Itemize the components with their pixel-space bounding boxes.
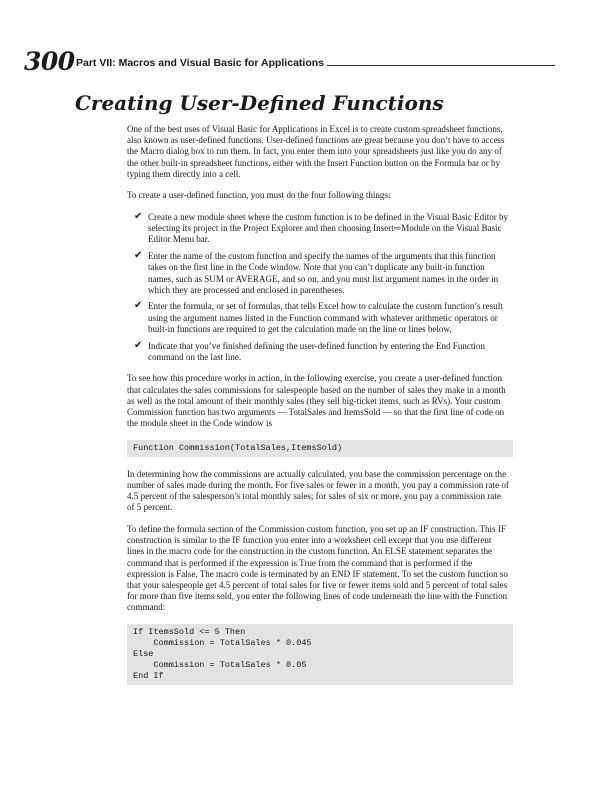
- list-item-text: Create a new module sheet where the custom function is to be defined in the Visual Basic Editor by selecting its project in the Project Explorer and then choosing Insert⇨Module on the Visual Basic Editor Menu bar.: [148, 212, 509, 245]
- check-icon: ✔: [134, 300, 143, 312]
- page-header: [24, 48, 534, 76]
- page-number: 300: [24, 47, 75, 76]
- list-item-text: Enter the formula, or set of formulas, that tells Excel how to calculate the custom function’s result using the argument names listed in the Function command with whatever arithmetic operators or built-in functions are required to get the calculation made on the line or lines below.: [148, 301, 503, 334]
- steps-list: [127, 212, 509, 363]
- lead-in-paragraph: To create a user-defined function, you must do the four following things:: [127, 190, 391, 201]
- code-block-function-line: Function Commission(TotalSales,ItemsSold): [127, 440, 513, 457]
- body-text: [127, 124, 509, 697]
- check-icon: ✔: [134, 211, 143, 222]
- list-item-text: Enter the name of the custom function and specify the names of the arguments that this function takes on the first line in the Code window. Note that you can’t duplicate any built-in function names, such as SUM or AVERAGE, and so on, and you must list argument names in the order in which they are processed and enclosed in parentheses.: [148, 251, 499, 295]
- example-intro-paragraph: To see how this procedure works in action, in the following exercise, you create a user-defined function that calculates the sales commissions for salespeople based on the number of sales they make in a month as well as the total amount of their monthly sales (they sell big-ticket items, such as RVs). Your custom Commission function has two arguments — TotalSales and ItemsSold — so that the first line of code on the module sheet in the Code window is: [127, 373, 506, 429]
- intro-paragraph: One of the best uses of Visual Basic for Applications in Excel is to create custom spreadsheet functions, also known as user-defined functions. User-defined functions are great because you don’t have to access the Macro dialog box to run them. In fact, you enter them into your spreadsheets just like you do any of the other built-in spreadsheet functions, either with the Insert Function button on the Formula bar or by typing them directly into a cell.: [127, 124, 505, 179]
- formula-section-paragraph: To define the formula section of the Commission custom function, you set up an IF construction. This IF construction is similar to the IF function you enter into a worksheet cell except that you use different lines in the macro code for the construction in the custom function. An ELSE statement separates the command that is performed if the expression is True from the command that is performed if the expression is False. The macro code is terminated by an END IF statement. To set the custom function so that your salespeople get 4.5 percent of total sales for five or fewer items sold and 5 percent of total sales for more than five items sold, you enter the following lines of code underneath the line with the Function command:: [127, 523, 508, 613]
- list-item-text: Indicate that you’ve finished defining the user-defined function by entering the End Function command on the last line.: [148, 340, 485, 362]
- check-icon: ✔: [134, 250, 143, 262]
- list-item: [127, 341, 509, 363]
- header-rule: [327, 65, 555, 66]
- list-item: [127, 251, 509, 296]
- check-icon: ✔: [134, 339, 143, 351]
- code-block-if-construction: If ItemsSold <= 5 Then Commission = TotalSales * 0.045 Else Commission = TotalSales * 0.05 End If: [127, 624, 513, 685]
- list-item: [127, 301, 509, 335]
- commission-rules-paragraph: In determining how the commissions are actually calculated, you base the commission percentage on the number of sales made during the month. For five sales or fewer in a month, you pay a commission rate of 4.5 percent of the salesperson’s total monthly sales; for sales of six or more, you pay a commission rate of 5 percent.: [127, 468, 509, 513]
- section-title: Creating User-Defined Functions: [75, 91, 444, 115]
- list-item: [127, 212, 509, 246]
- part-title: Part VII: Macros and Visual Basic for Applications: [76, 57, 324, 69]
